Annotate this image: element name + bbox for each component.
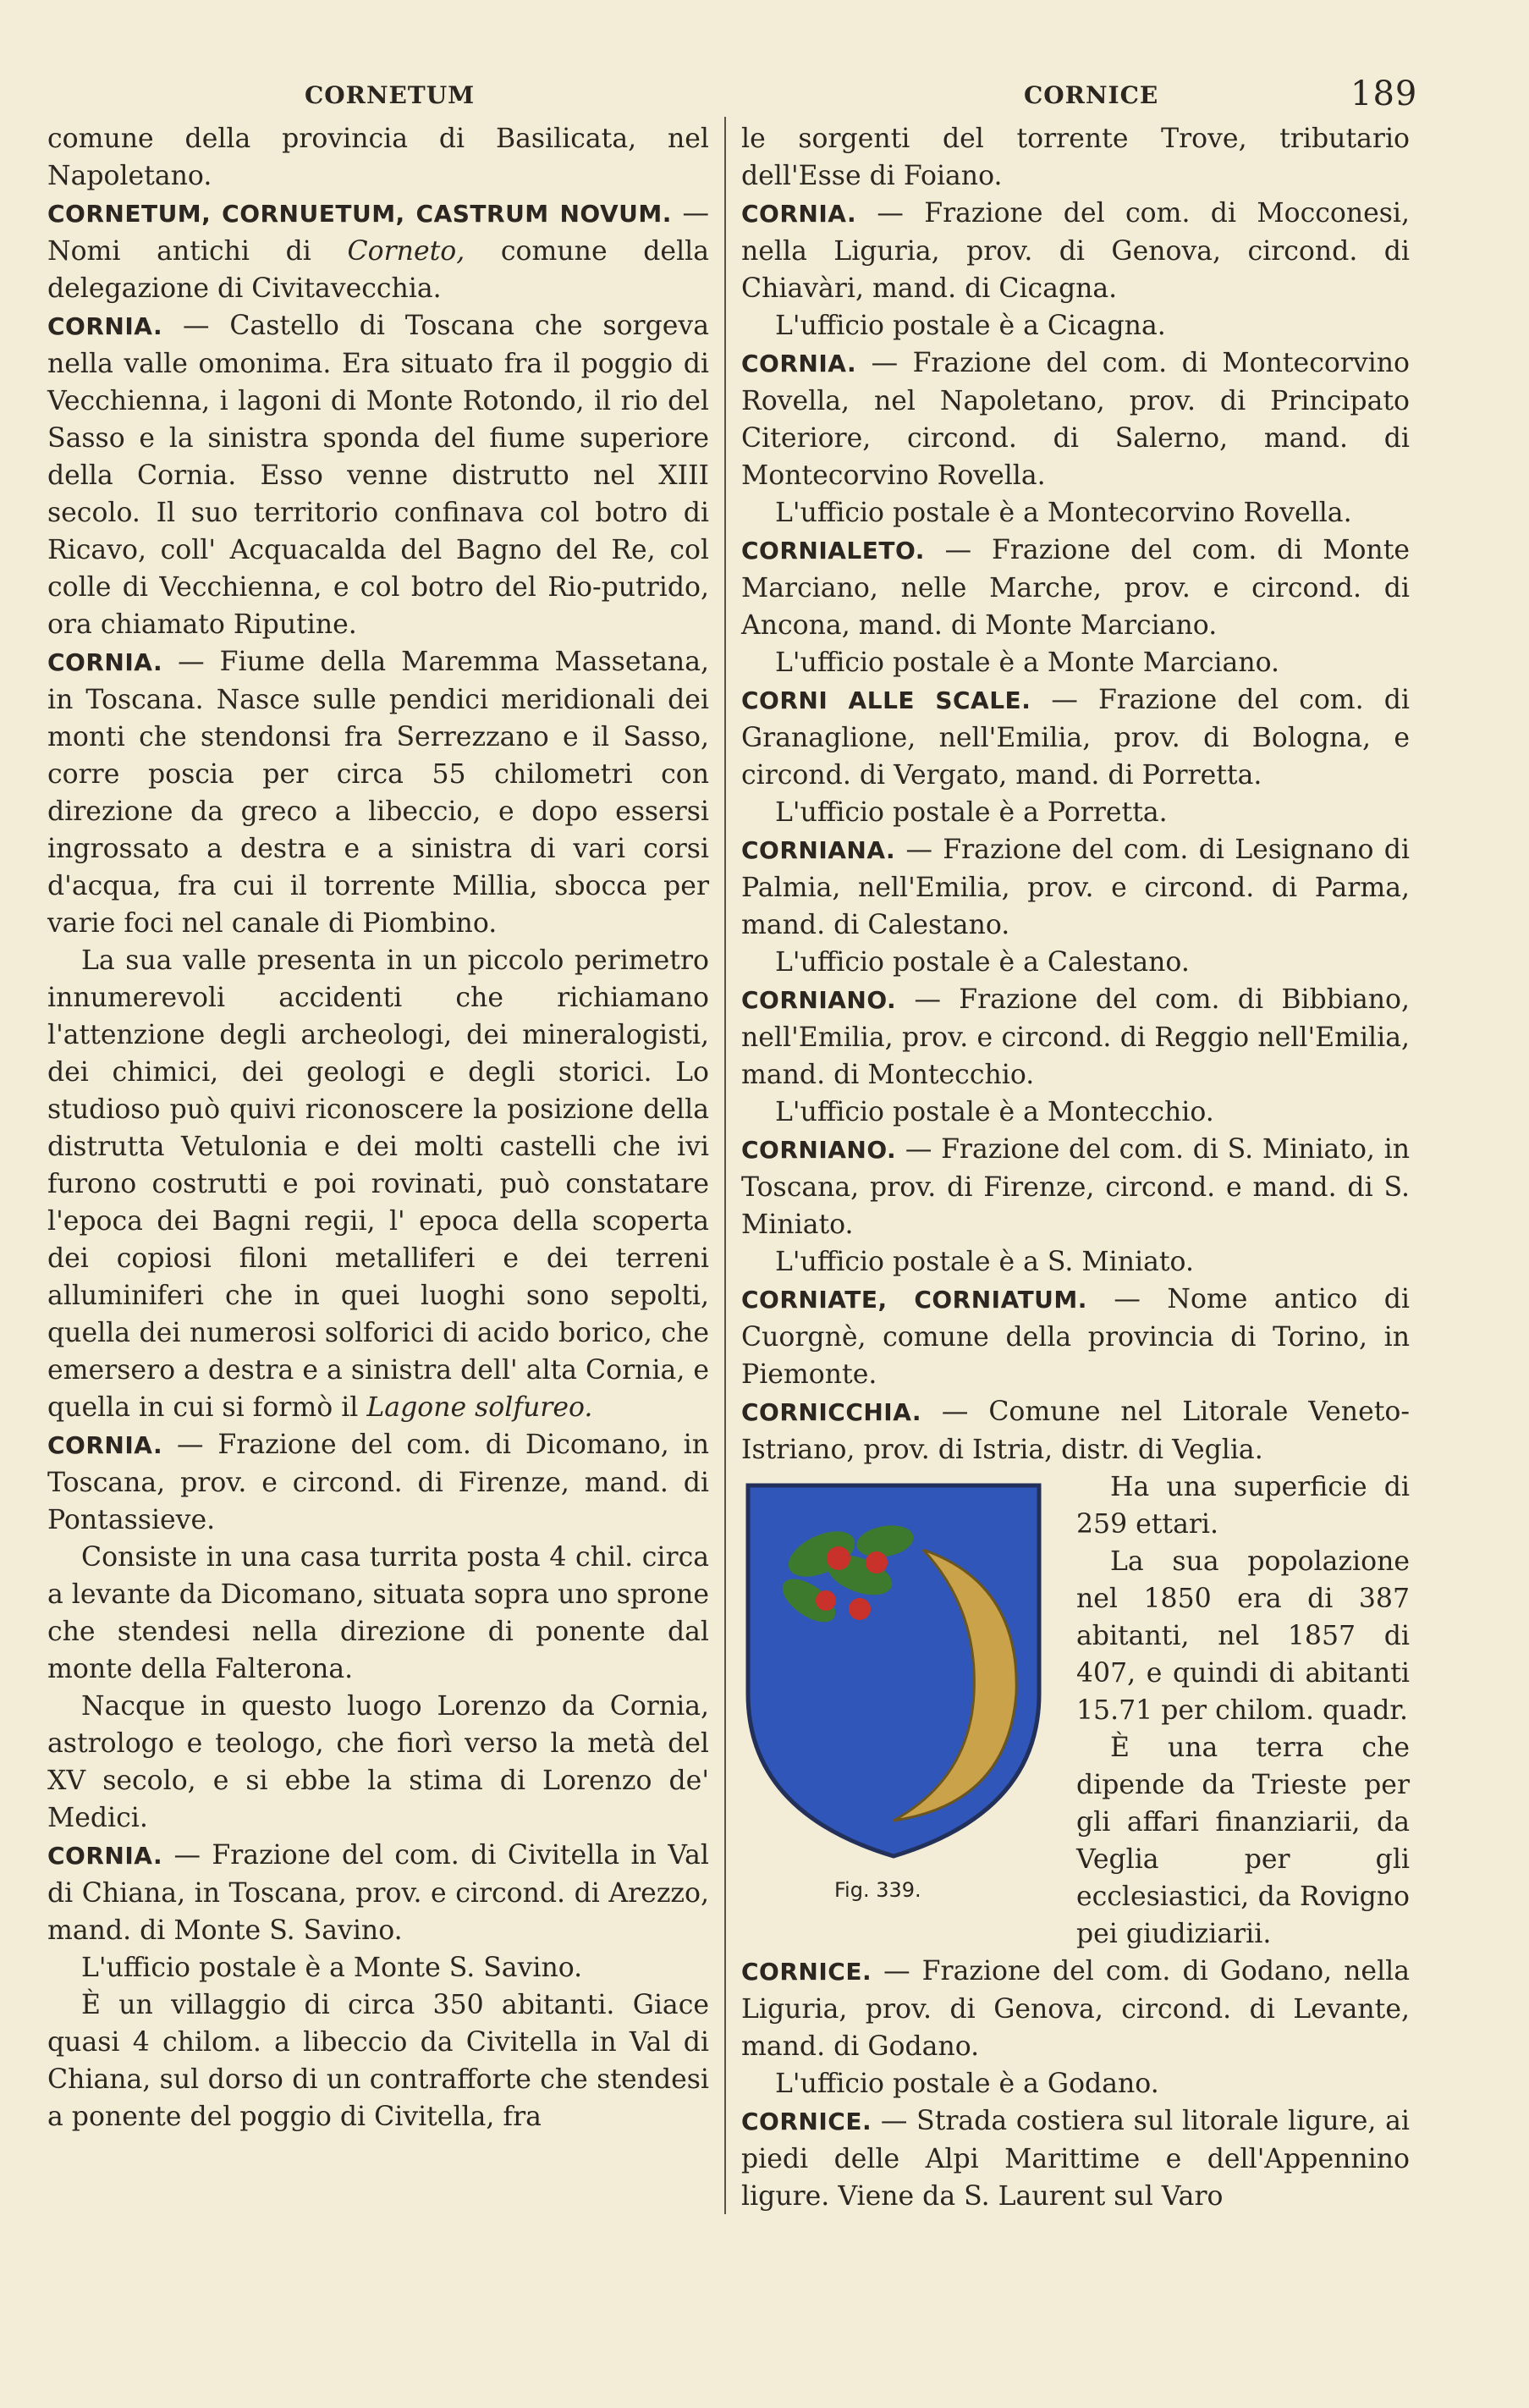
running-header-right: CORNICE bbox=[1024, 81, 1159, 109]
text-paragraph bbox=[47, 120, 709, 195]
dictionary-entry bbox=[741, 344, 1410, 494]
entry-headword: CORNICE. bbox=[741, 1958, 872, 1986]
entry-italic-text: Lagone solfureo. bbox=[366, 1392, 593, 1423]
text-paragraph bbox=[47, 1949, 709, 1986]
right-column-top bbox=[741, 120, 1410, 1468]
dictionary-entry bbox=[741, 2102, 1410, 2215]
figure-caption: Fig. 339. bbox=[834, 1878, 921, 1902]
entry-headword: CORNIATE, CORNIATUM. bbox=[741, 1286, 1087, 1314]
dictionary-entry bbox=[47, 195, 709, 307]
dictionary-entry bbox=[47, 1837, 709, 1949]
entry-text: L'ufficio postale è a Montecchio. bbox=[775, 1097, 1214, 1127]
entry-text: Consiste in una casa turrita posta 4 chil. circa a levante da Dicomano, situata sopra uno sprone che stendesi nella direzione di ponente dal monte della Falterona. bbox=[47, 1542, 709, 1684]
entry-headword: CORNICE. bbox=[741, 2108, 872, 2135]
entry-text: — Frazione del com. di Lesignano di Palmia, nell'Emilia, prov. e circond. di Parma, mand. di Calestano. bbox=[741, 835, 1410, 940]
text-paragraph bbox=[741, 2065, 1410, 2102]
entry-text: — Nome antico di Cuorgnè, comune della provincia di Torino, in Piemonte. bbox=[741, 1284, 1410, 1390]
text-paragraph bbox=[741, 307, 1410, 344]
text-paragraph bbox=[741, 794, 1410, 831]
text-paragraph bbox=[741, 1094, 1410, 1131]
entry-headword: CORNIA. bbox=[741, 200, 857, 228]
fruit-shape bbox=[827, 1546, 850, 1570]
continued-text: comune della provincia di Basilicata, nel Napoletano. bbox=[47, 124, 709, 191]
text-paragraph bbox=[741, 644, 1410, 681]
entry-text: Ha una superficie di 259 ettari. bbox=[1076, 1472, 1410, 1540]
column-divider bbox=[724, 117, 726, 2214]
entry-text: — Strada costiera sul litorale ligure, ai piedi delle Alpi Marittime e dell'Appennino ligure. Viene da S. Laurent sul Varo bbox=[741, 2106, 1410, 2212]
entry-text: La sua valle presenta in un piccolo perimetro innumerevoli accidenti che richiamano l'attenzione degli archeologi, dei mineralogisti, dei chimici, dei geologi e degli storici. Lo studioso può quivi riconoscere la posizione della distrutta Vetulonia e dei molti castelli che ivi furono costrutti e poi rovinati, può constatare l'epoca dei Bagni regii, l' epoca della scoperta dei copiosi filoni metalliferi e dei terreni alluminiferi che in quei luoghi sono sepolti, quella dei numerosi solforici di acido borico, che emersero a destra e a sinistra dell' alta Cornia, e quella in cui si formò il bbox=[47, 945, 709, 1423]
fruit-shape bbox=[866, 1551, 888, 1573]
entry-italic-text: Corneto, bbox=[347, 236, 465, 267]
entry-text: — Frazione del com. di Bibbiano, nell'Emilia, prov. e circond. di Reggio nell'Emilia, mand. di Montecchio. bbox=[741, 984, 1410, 1090]
text-paragraph bbox=[47, 1539, 709, 1688]
entry-text: La sua popolazione nel 1850 era di 387 abitanti, nel 1857 di 407, e quindi di abitanti 15.71 per chilom. quadr. bbox=[1076, 1546, 1410, 1726]
text-paragraph bbox=[47, 1688, 709, 1837]
entry-headword: CORNIA. bbox=[47, 1842, 163, 1870]
entry-text: L'ufficio postale è a Calestano. bbox=[775, 947, 1190, 978]
entry-text: — Castello di Toscana che sorgeva nella valle omonima. Era situato fra il poggio di Vecchienna, i lagoni di Monte Rotondo, il rio del Sasso e la sinistra sponda del fiume superiore della Cornia. Esso venne distrutto nel XIII secolo. Il suo territorio confinava col botro di Ricavo, coll' Acquacalda del Bagno del Re, col colle di Vecchienna, e col botro del Rio-putrido, ora chiamato Riputine. bbox=[47, 311, 709, 640]
entry-text: — Frazione del com. di Granaglione, nell'Emilia, prov. di Bologna, e circond. di Vergato, mand. di Porretta. bbox=[741, 685, 1410, 791]
coat-of-arms-figure bbox=[741, 1474, 1063, 1922]
dictionary-entry bbox=[741, 981, 1410, 1094]
fruit-shape bbox=[849, 1598, 871, 1620]
text-paragraph bbox=[741, 1243, 1410, 1281]
right-column bbox=[741, 120, 1410, 2215]
entry-headword: CORNI ALLE SCALE. bbox=[741, 686, 1031, 714]
entry-headword: CORNIA. bbox=[741, 350, 857, 377]
right-column-bottom bbox=[741, 1953, 1410, 2215]
entry-text: — Fiume della Maremma Massetana, in Toscana. Nasce sulle pendici meridionali dei monti che stendonsi fra Serrezzano e il Sasso, corre poscia per circa 55 chilometri con direzione da greco a libeccio, e dopo essersi ingrossato a destra e a sinistra di vari corsi d'acqua, fra cui il torrente Millia, sbocca per varie foci nel canale di Piombino. bbox=[47, 647, 709, 939]
dictionary-entry bbox=[741, 1281, 1410, 1393]
left-column bbox=[47, 120, 709, 2135]
entry-text: comune della delegazione di Civitavecchia. bbox=[47, 236, 709, 304]
text-paragraph bbox=[741, 494, 1410, 532]
entry-text: Nacque in questo luogo Lorenzo da Cornia, astrologo e teologo, che fiorì verso la metà del XV secolo, e si ebbe la stima di Lorenzo de' Medici. bbox=[47, 1691, 709, 1833]
dictionary-entry bbox=[741, 831, 1410, 944]
page-number: 189 bbox=[1350, 74, 1418, 113]
dictionary-entry bbox=[47, 643, 709, 942]
continued-text: le sorgenti del torrente Trove, tributario dell'Esse di Foiano. bbox=[741, 124, 1410, 191]
entry-text: — Frazione del com. di Mocconesi, nella Liguria, prov. di Genova, circond. di Chiavàri, mand. di Cicagna. bbox=[741, 198, 1410, 304]
entry-headword: CORNIANO. bbox=[741, 1136, 897, 1164]
entry-headword: CORNIA. bbox=[47, 1431, 163, 1459]
dictionary-entry bbox=[741, 532, 1410, 644]
text-paragraph bbox=[741, 944, 1410, 981]
text-paragraph bbox=[47, 942, 709, 1426]
entry-text: L'ufficio postale è a S. Miniato. bbox=[775, 1247, 1194, 1277]
entry-headword: CORNIA. bbox=[47, 648, 163, 676]
entry-text: L'ufficio postale è a Monte Marciano. bbox=[775, 647, 1280, 678]
entry-headword: CORNICCHIA. bbox=[741, 1398, 922, 1426]
entry-text: — Nomi antichi di bbox=[47, 198, 709, 267]
fruit-shape bbox=[816, 1590, 836, 1611]
running-header-left: CORNETUM bbox=[305, 81, 476, 109]
entry-text: — Frazione del com. di Monte Marciano, nelle Marche, prov. e circond. di Ancona, mand. di Monte Marciano. bbox=[741, 535, 1410, 641]
coat-of-arms-shield bbox=[741, 1474, 1046, 1863]
entry-headword: CORNIA. bbox=[47, 312, 163, 340]
entry-text: L'ufficio postale è a Porretta. bbox=[775, 797, 1168, 828]
entry-text: L'ufficio postale è a Monte S. Savino. bbox=[81, 1953, 583, 1983]
entry-text: L'ufficio postale è a Montecorvino Rovella. bbox=[775, 498, 1352, 528]
entry-text: — Frazione del com. di S. Miniato, in Toscana, prov. di Firenze, circond. e mand. di S. Miniato. bbox=[741, 1134, 1410, 1240]
dictionary-entry bbox=[741, 681, 1410, 794]
entry-headword: CORNIANO. bbox=[741, 986, 897, 1014]
entry-headword: CORNIALETO. bbox=[741, 537, 925, 565]
text-paragraph bbox=[741, 120, 1410, 195]
text-paragraph bbox=[47, 1986, 709, 2135]
entry-text: — Frazione del com. di Montecorvino Rovella, nel Napoletano, prov. di Principato Citeriore, circond. di Salerno, mand. di Montecorvino Rovella. bbox=[741, 348, 1410, 491]
dictionary-entry bbox=[47, 307, 709, 643]
entry-text: — Frazione del com. di Godano, nella Liguria, prov. di Genova, circond. di Levante, mand. di Godano. bbox=[741, 1956, 1410, 2062]
dictionary-entry bbox=[741, 1131, 1410, 1243]
dictionary-entry bbox=[47, 1426, 709, 1539]
dictionary-entry bbox=[741, 1953, 1410, 2065]
dictionary-entry bbox=[741, 1393, 1410, 1468]
entry-headword: CORNIANA. bbox=[741, 836, 896, 864]
entry-text: È una terra che dipende da Trieste per gli affari finanziarii, da Veglia per gli ecclesiastici, da Rovigno pei giudiziarii. bbox=[1076, 1733, 1410, 1949]
entry-text: — Frazione del com. di Dicomano, in Toscana, prov. e circond. di Firenze, mand. di Pontassieve. bbox=[47, 1430, 709, 1535]
entry-text: — Comune nel Litorale Veneto-Istriano, prov. di Istria, distr. di Veglia. bbox=[741, 1397, 1410, 1465]
entry-text: È un villaggio di circa 350 abitanti. Giace quasi 4 chilom. a libeccio da Civitella in Val di Chiana, sul dorso di un contrafforte che stendesi a ponente del poggio di Civitella, fra bbox=[47, 1990, 709, 2132]
entry-text: — Frazione del com. di Civitella in Val di Chiana, in Toscana, prov. e circond. di Arezzo, mand. di Monte S. Savino. bbox=[47, 1840, 709, 1946]
entry-headword: CORNETUM, CORNUETUM, CASTRUM NOVUM. bbox=[47, 200, 672, 228]
entry-text: L'ufficio postale è a Godano. bbox=[775, 2069, 1159, 2099]
dictionary-entry bbox=[741, 195, 1410, 307]
entry-text: L'ufficio postale è a Cicagna. bbox=[775, 311, 1166, 341]
